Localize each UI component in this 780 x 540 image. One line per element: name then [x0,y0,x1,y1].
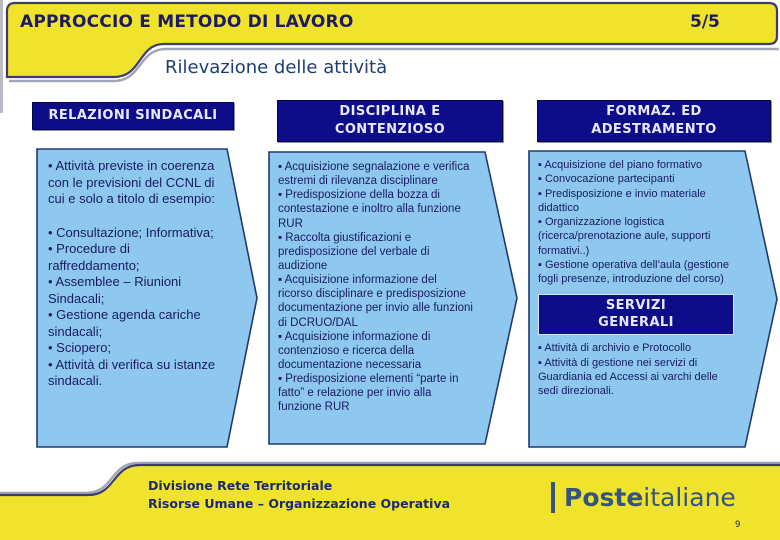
list-item: ▪ Attività di gestione nei servizi di Guardiania ed Accessi ai varchi delle sedi direzionali. [538,356,718,398]
column-header-disciplina-contenzioso [277,100,503,142]
servizi-generali-header [538,294,734,336]
column-header-relazioni-sindacali [32,102,234,130]
slide-subtitle: Rilevazione delle attività [165,57,388,78]
column-header-formazione-addestramento [537,100,771,142]
list-item: ▪ Predisposizione della bozza di contestazione e inoltro alla funzione RUR [278,189,461,230]
list-item: • Procedure di raffreddamento; [48,241,140,273]
list-item: ▪ Convocazione partecipanti [538,173,675,186]
page-indicator: 5/5 [690,12,720,32]
page-number: 9 [735,520,741,530]
list-item: • Gestione agenda cariche sindacali; [48,307,201,339]
slide-left-edge [0,0,3,113]
list-item: ▪ Acquisizione informazione del ricorso disciplinare e predisposizione documentazione per invio alle funzioni di DCRUO/DAL [278,274,473,329]
list-item: ▪ Organizzazione logistica (ricerca/prenotazione aule, supporti formativi..) [538,216,711,257]
list-item: ▪ Acquisizione informazione di contenzioso e ricerca della documentazione necessaria [278,330,431,371]
list-item: ▪ Gestione operativa dell’aula (gestione fogli presenze, introduzione del corso) [538,259,730,286]
panel-disciplina-contenzioso [268,151,518,445]
list-item: ▪ Attività di archivio e Protocollo [538,342,692,355]
list-item: • Assemblee – Riunioni Sindacali; [48,274,182,306]
list-item: • Attività di verifica su istanze sindacali. [48,356,216,388]
list-item: ▪ Predisposizione e invio materiale didattico [538,187,706,214]
column-header-label: RELAZIONI SINDACALI [48,108,218,124]
poste-italiane-logo [551,482,736,513]
slide-title: APPROCCIO E METODO DI LAVORO [20,12,354,32]
footer-line1: Divisione Rete Territoriale [148,478,333,493]
logo-text-regular: italiane [643,483,736,512]
servizi-generali-label: SERVIZI GENERALI [598,297,674,330]
logo-bar-icon [551,482,555,513]
footer-line2: Risorse Umane – Organizzazione Operativa [148,495,451,511]
list-item: • Consultazione; Informativa; [48,224,214,240]
logo-text-bold: Poste [564,483,644,512]
column-header-label: DISCIPLINA E CONTENZIOSO [334,104,446,137]
panel-text [528,150,778,448]
list-item: ▪ Raccolta giustificazioni e predisposizione del verbale di audizione [278,231,430,272]
footer-text [148,477,450,512]
list-item: • Sciopero; [48,340,112,355]
panel-text [268,151,518,445]
column-header-label: FORMAZ. ED ADESTRAMENTO [591,104,717,137]
panel-relazioni-sindacali [36,148,258,448]
list-item: ▪ Acquisizione segnalazione e verifica estremi di rilevanza disciplinare [278,161,470,188]
panel-formazione-addestramento [528,150,778,448]
list-item: ▪ Predisposizione elementi “parte in fatto” e relazione per invio alla funzione RUR [278,373,459,414]
panel-text [36,148,258,448]
list-item: ▪ Acquisizione del piano formativo [538,159,703,171]
list-item: • Attività previste in coerenza con le previsioni del CCNL di cui e solo a titolo di esempio: [48,158,215,206]
